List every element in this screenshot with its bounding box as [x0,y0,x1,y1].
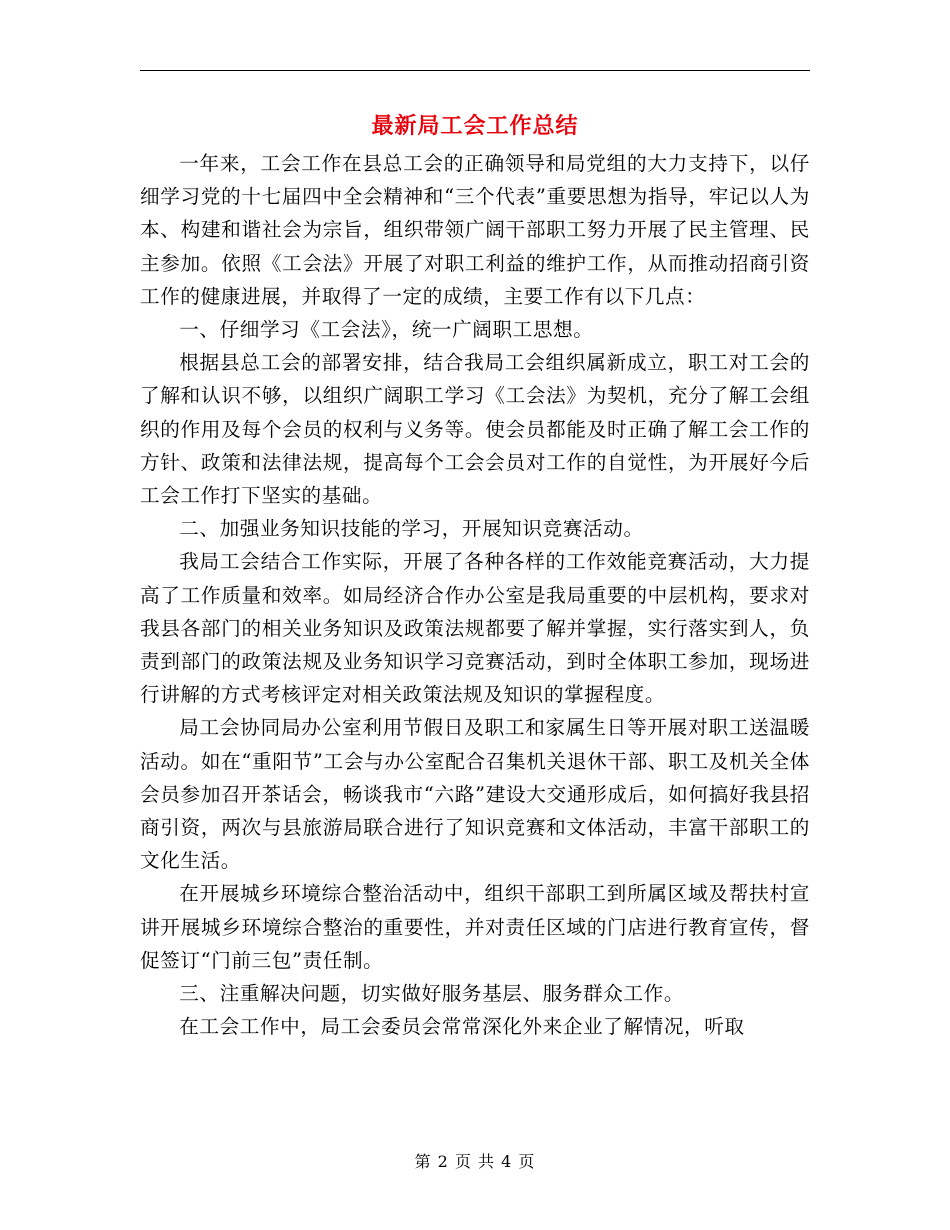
paragraph-section-3: 在工会工作中，局工会委员会常常深化外来企业了解情况，听取 [179,1015,745,1039]
section-heading-2: 二、加强业务知识技能的学习，开展知识竞赛活动。 [179,517,644,541]
document-title: 最新局工会工作总结 [371,113,579,139]
document-body [140,147,810,1043]
header-rule [140,70,810,71]
paragraph-section-2b: 局工会协同局办公室利用节假日及职工和家属生日等开展对职工送温暖活动。如在“重阳节”工会与办公室配合召集机关退休干部、职工及机关全体会员参加召开茶话会，畅谈我市“六路”建设大交通形成后，如何搞好我县招商引资，两次与县旅游局联合进行了知识竞赛和文体活动，丰富干部职工的文化生活。 [140,716,810,873]
paragraph-section-1: 根据县总工会的部署安排，结合我局工会组织属新成立，职工对工会的了解和认识不够，以组织广阔职工学习《工会法》为契机，充分了解工会组织的作用及每个会员的权利与义务等。使会员都能及时正确了解工会工作的方针、政策和法律法规，提高每个工会会员对工作的自觉性，为开展好今后工会工作打下坚实的基础。 [140,351,810,508]
page-number: 第 2 页 共 4 页 [414,1152,536,1171]
paragraph-section-2c: 在开展城乡环境综合整治活动中，组织干部职工到所属区域及帮扶村宣讲开展城乡环境综合整治的重要性，并对责任区域的门店进行教育宣传，督促签订“门前三包”责任制。 [140,882,810,972]
paragraph-intro: 一年来，工会工作在县总工会的正确领导和局党组的大力支持下，以仔细学习党的十七届四中全会精神和“三个代表”重要思想为指导，牢记以人为本、构建和谐社会为宗旨，组织带领广阔干部职工努力开展了民主管理、民主参加。依照《工会法》开展了对职工利益的维护工作，从而推动招商引资工作的健康进展，并取得了一定的成绩，主要工作有以下几点： [140,152,810,308]
section-heading-3: 三、注重解决问题，切实做好服务基层、服务群众工作。 [179,982,685,1006]
section-heading-1: 一、仔细学习《工会法》，统一广阔职工思想。 [179,318,594,342]
paragraph-section-2a: 我局工会结合工作实际，开展了各种各样的工作效能竞赛活动，大力提高了工作质量和效率。如局经济合作办公室是我局重要的中层机构，要求对我县各部门的相关业务知识及政策法规都要了解并掌握，实行落实到人，负责到部门的政策法规及业务知识学习竞赛活动，到时全体职工参加，现场进行讲解的方式考核评定对相关政策法规及知识的掌握程度。 [140,550,810,707]
